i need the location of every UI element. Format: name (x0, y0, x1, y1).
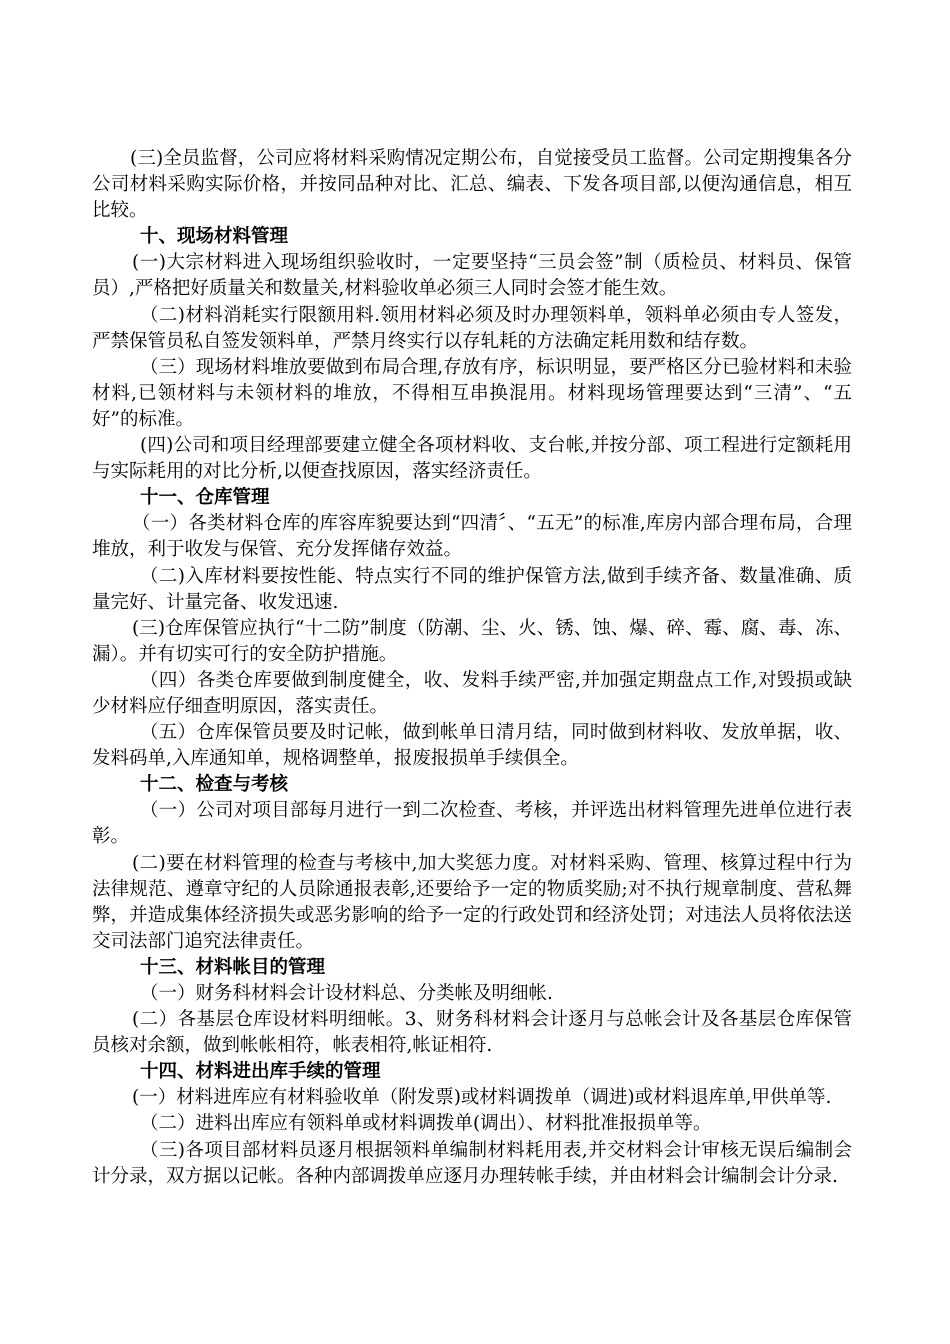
section-heading: 十、现场材料管理 (140, 226, 289, 248)
paragraph: （一）各类材料仓库的库容库貌要达到“四清〞、“五无”的标准,库房内部合理布局，合理堆放，利于收发与保管、充分发挥储存效益。 (92, 513, 852, 561)
paragraph: (二）各基层仓库设材料明细帐。3、财务科材料会计逐月与总帐会计及各基层仓库保管员核对余额，做到帐帐相符，帐表相符,帐证相符. (92, 1009, 852, 1057)
paragraph: (二)要在材料管理的检查与考核中,加大奖惩力度。对材料采购、管理、核算过程中行为法律规范、遵章守纪的人员除通报表彰,还要给予一定的物质奖励;对不执行规章制度、营私舞弊，并造成集体经济损失或恶劣影响的给予一定的行政处罚和经济处罚；对违法人员将依法送交司法部门追究法律责任。 (92, 852, 852, 952)
paragraph: （一）财务科材料会计设材料总、分类帐及明细帐. (140, 983, 553, 1004)
section-heading: 十四、材料进出库手续的管理 (140, 1061, 381, 1083)
paragraph: （二）进料出库应有领料单或材料调拨单(调出）、材料批准报损单等。 (140, 1113, 712, 1135)
paragraph: (四)公司和项目经理部要建立健全各项材料收、支台帐,并按分部、项工程进行定额耗用与实际耗用的对比分析,以便查找原因，落实经济责任。 (92, 435, 852, 483)
paragraph: (三)仓库保管应执行“十二防”制度（防潮、尘、火、锈、蚀、爆、碎、霉、腐、毒、冻、漏）。并有切实可行的安全防护措施。 (92, 617, 852, 665)
paragraph: （二)入库材料要按性能、特点实行不同的维护保管方法,做到手续齐备、数量准确、质量完好、计量完备、收发迅速. (92, 565, 852, 613)
paragraph: (一)大宗材料进入现场组织验收时，一定要坚持“三员会签”制（质检员、材料员、保管员）,严格把好质量关和数量关,材料验收单必须三人同时会签才能生效。 (92, 252, 852, 300)
paragraph: （一）公司对项目部每月进行一到二次检查、考核，并评选出材料管理先进单位进行表彰。 (92, 800, 852, 848)
paragraph: （五）仓库保管员要及时记帐，做到帐单日清月结，同时做到材料收、发放单据，收、发料码单,入库通知单，规格调整单，报废报损单手续俱全。 (92, 722, 852, 770)
paragraph: （四）各类仓库要做到制度健全，收、发料手续严密,并加强定期盘点工作,对毁损或缺少材料应仔细查明原因，落实责任。 (92, 669, 852, 717)
section-heading: 十一、仓库管理 (140, 487, 270, 509)
paragraph: (一）材料进库应有材料验收单（附发票)或材料调拨单（调进)或材料退库单,甲供单等. (132, 1087, 832, 1109)
paragraph: （二)材料消耗实行限额用料.领用材料必须及时办理领料单，领料单必须由专人签发，严禁保管员私自签发领料单，严禁月终实行以存轧耗的方法确定耗用数和结存数。 (92, 304, 852, 352)
section-heading: 十三、材料帐目的管理 (140, 956, 326, 978)
paragraph: （三）现场材料堆放要做到布局合理,存放有序，标识明显，要严格区分已验材料和未验材料,已领材料与未领材料的堆放，不得相互串换混用。材料现场管理要达到“三清”、“五好”的标准。 (92, 356, 852, 430)
paragraph: (三)全员监督，公司应将材料采购情况定期公布，自觉接受员工监督。公司定期搜集各分公司材料采购实际价格，并按同品种对比、汇总、编表、下发各项目部,以便沟通信息，相互比较。 (92, 148, 852, 222)
section-heading: 十二、检查与考核 (140, 774, 289, 796)
paragraph: （三)各项目部材料员逐月根据领料单编制材料耗用表,并交材料会计审核无误后编制会计分录，双方据以记帐。各种内部调拨单应逐月办理转帐手续，并由材料会计编制会计分录. (92, 1139, 852, 1187)
document-body (92, 146, 852, 1190)
